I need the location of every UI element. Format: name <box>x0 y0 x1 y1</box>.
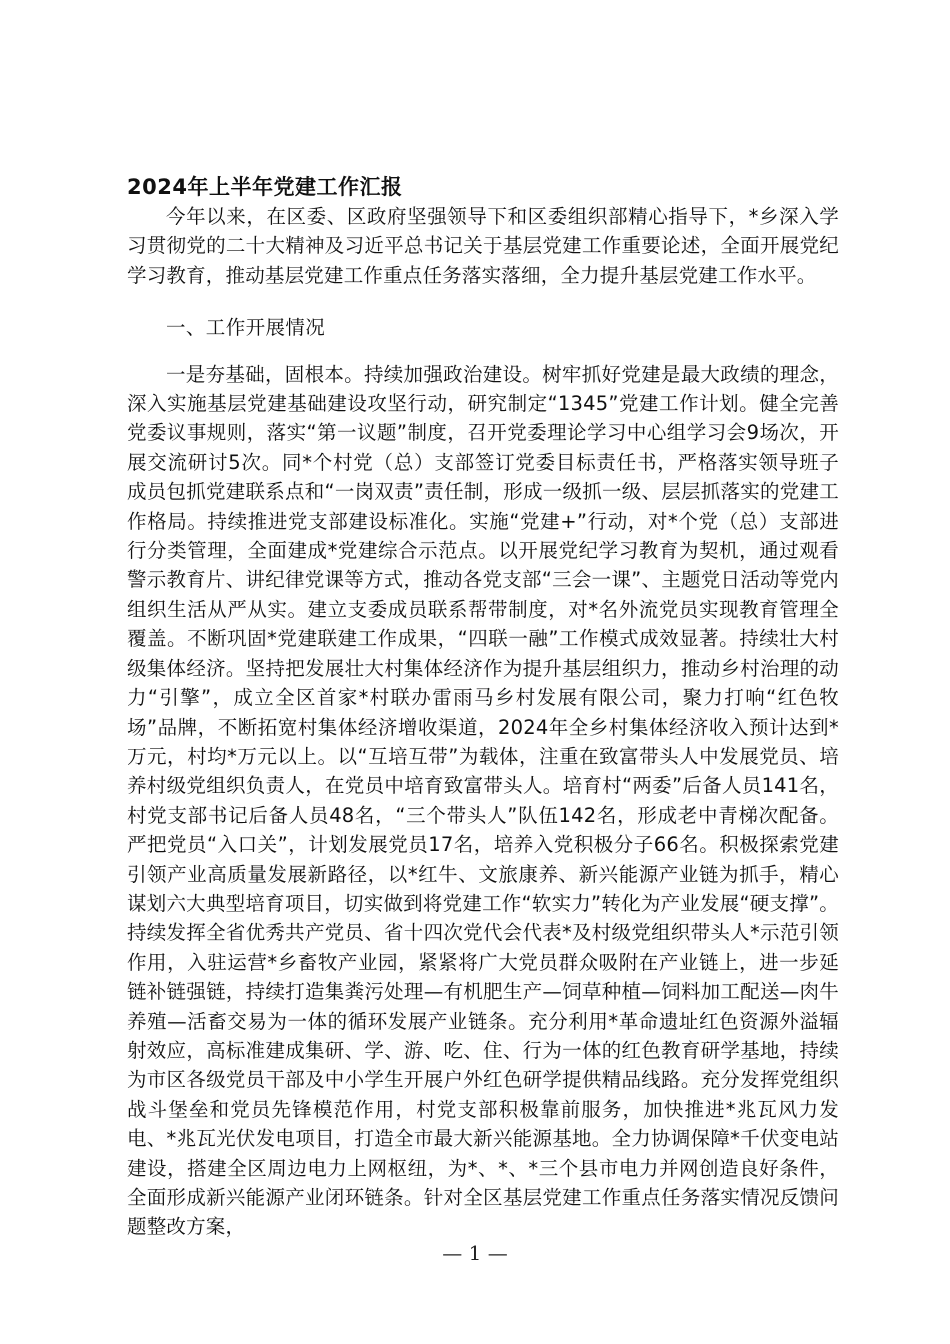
document-title: 2024年上半年党建工作汇报 <box>127 175 403 199</box>
section-heading: 一、工作开展情况 <box>166 316 326 340</box>
intro-paragraph: 今年以来，在区委、区政府坚强领导下和区委组织部精心指导下，*乡深入学习贯彻党的二十大精神及习近平总书记关于基层党建工作重要论述，全面开展党纪学习教育，推动基层党建工作重点任务落实落细，全力提升基层党建工作水平。 <box>127 205 839 287</box>
document-content <box>127 172 839 1242</box>
body-paragraph: 一是夯基础，固根本。持续加强政治建设。树牢抓好党建是最大政绩的理念，深入实施基层党建基础建设攻坚行动，研究制定“1345”党建工作计划。健全完善党委议事规则，落实“第一议题”制度，召开党委理论学习中心组学习会9场次，开展交流研讨5次。同*个村党（总）支部签订党委目标责任书，严格落实领导班子成员包抓党建联系点和“一岗双责”责任制，形成一级抓一级、层层抓落实的党建工作格局。持续推进党支部建设标准化。实施“党建+”行动，对*个党（总）支部进行分类管理，全面建成*党建综合示范点。以开展党纪学习教育为契机，通过观看警示教育片、讲纪律党课等方式，推动各党支部“三会一课”、主题党日活动等党内组织生活从严从实。建立支委成员联系帮带制度，对*名外流党员实现教育管理全覆盖。不断巩固*党建联建工作成果，“四联一融”工作模式成效显著。持续壮大村级集体经济。坚持把发展壮大村集体经济作为提升基层组织力，推动乡村治理的动力“引擎”，成立全区首家*村联办雷雨马乡村发展有限公司，聚力打响“红色牧场”品牌，不断拓宽村集体经济增收渠道，2024年全乡村集体经济收入预计达到*万元，村均*万元以上。以“互培互带”为载体，注重在致富带头人中发展党员、培养村级党组织负责人，在党员中培育致富带头人。培育村“两委”后备人员141名，村党支部书记后备人员48名，“三个带头人”队伍142名，形成老中青梯次配备。严把党员“入口关”，计划发展党员17名，培养入党积极分子66名。积极探索党建引领产业高质量发展新路径，以*红牛、文旅康养、新兴能源产业链为抓手，精心谋划六大典型培育项目，切实做到将党建工作“软实力”转化为产业发展“硬支撑”。持续发挥全省优秀共产党员、省十四次党代会代表*及村级党组织带头人*示范引领作用，入驻运营*乡畜牧产业园，紧紧将广大党员群众吸附在产业链上，进一步延链补链强链，持续打造集粪污处理—有机肥生产—饲草种植—饲料加工配送—肉牛养殖—活畜交易为一体的循环发展产业链条。充分利用*革命遗址红色资源外溢辐射效应，高标准建成集研、学、游、吃、住、行为一体的红色教育研学基地，持续为市区各级党员干部及中小学生开展户外红色研学提供精品线路。充分发挥党组织战斗堡垒和党员先锋模范作用，村党支部积极靠前服务，加快推进*兆瓦风力发电、*兆瓦光伏发电项目，打造全市最大新兴能源基地。全力协调保障*千伏变电站建设，搭建全区周边电力上网枢纽，为*、*、*三个县市电力并网创造良好条件，全面形成新兴能源产业闭环链条。针对全区基层党建工作重点任务落实情况反馈问题整改方案， <box>127 362 839 1239</box>
page-number: — 1 — <box>442 1241 508 1265</box>
